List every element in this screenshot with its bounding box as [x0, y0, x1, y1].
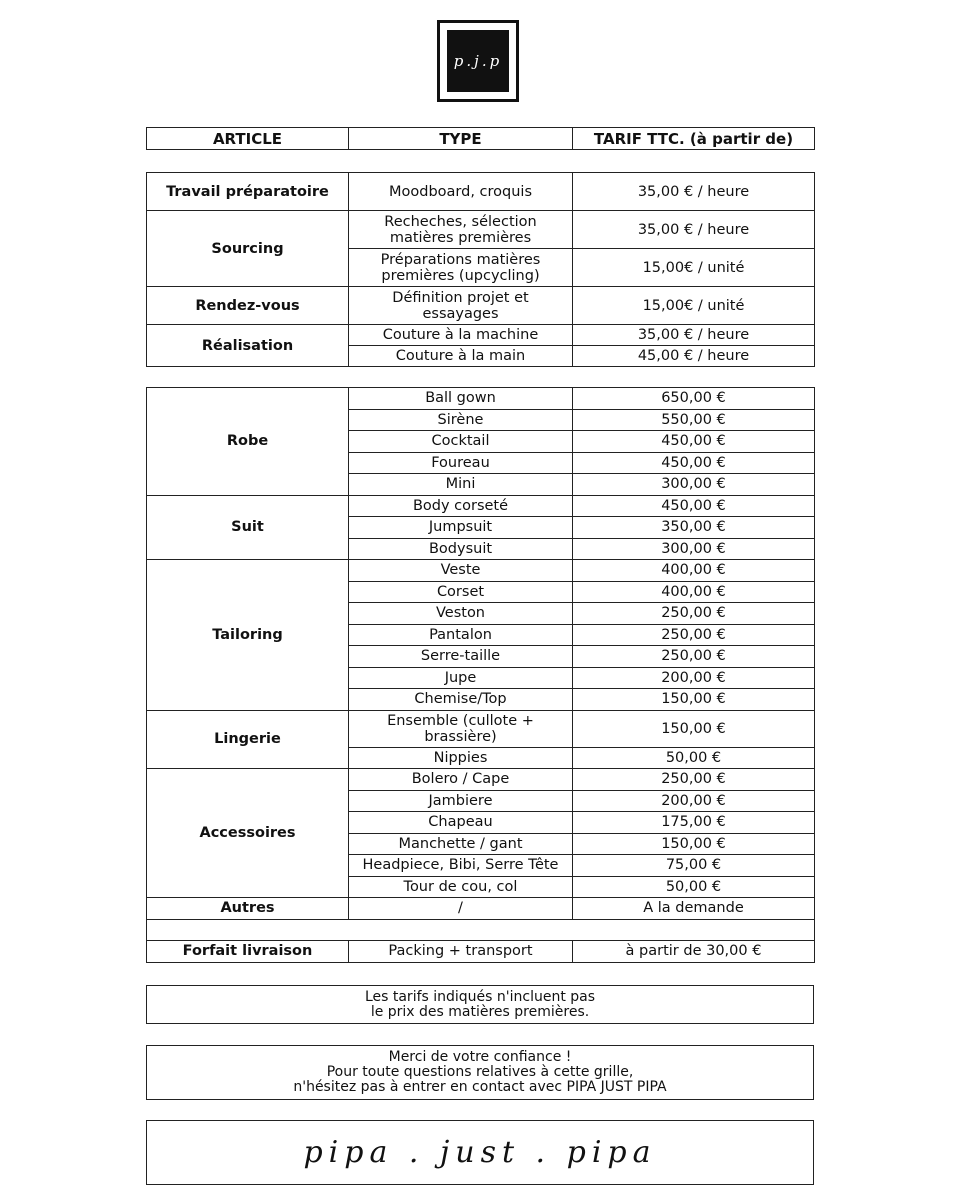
price-cell: 175,00 € — [573, 812, 815, 834]
article-robe: Robe — [147, 388, 349, 496]
price-cell: à partir de 30,00 € — [573, 941, 815, 963]
price-cell: 35,00 € / heure — [573, 325, 815, 346]
article-tailoring: Tailoring — [147, 560, 349, 711]
type-cell: Jupe — [349, 667, 573, 689]
type-cell: Serre-taille — [349, 646, 573, 668]
tarif-note-line: Les tarifs indiqués n'incluent pas — [364, 988, 596, 1005]
header-table — [146, 127, 815, 150]
price-cell: 250,00 € — [573, 769, 815, 791]
type-cell: Couture à la main — [349, 346, 573, 367]
type-cell: / — [349, 898, 573, 920]
type-cell: Tour de cou, col — [349, 876, 573, 898]
spacer-row — [147, 919, 815, 941]
price-cell: 400,00 € — [573, 581, 815, 603]
type-cell: Packing + transport — [349, 941, 573, 963]
type-cell: Sirène — [349, 409, 573, 431]
price-cell: 45,00 € / heure — [573, 346, 815, 367]
type-cell: Préparations matières premières (upcycling) — [349, 249, 573, 287]
article-suit: Suit — [147, 495, 349, 560]
merci-note — [146, 1045, 814, 1100]
price-cell: 250,00 € — [573, 624, 815, 646]
type-cell: Bodysuit — [349, 538, 573, 560]
tarif-note-line: le prix des matières premières. — [370, 1003, 590, 1020]
price-cell: 150,00 € — [573, 689, 815, 711]
price-cell: A la demande — [573, 898, 815, 920]
type-cell: Jumpsuit — [349, 517, 573, 539]
price-cell: 50,00 € — [573, 747, 815, 769]
price-cell: 450,00 € — [573, 431, 815, 453]
type-cell: Headpiece, Bibi, Serre Tête — [349, 855, 573, 877]
type-cell: Jambiere — [349, 790, 573, 812]
type-cell: Bolero / Cape — [349, 769, 573, 791]
type-cell: Définition projet et essayages — [349, 287, 573, 325]
services-table — [146, 172, 815, 367]
price-cell: 50,00 € — [573, 876, 815, 898]
price-cell: 650,00 € — [573, 388, 815, 410]
price-cell: 300,00 € — [573, 538, 815, 560]
price-cell: 200,00 € — [573, 667, 815, 689]
merci-note-line: Merci de votre confiance ! — [388, 1049, 572, 1065]
type-cell: Recheches, sélection matières premières — [349, 211, 573, 249]
logo — [437, 20, 519, 102]
price-cell: 250,00 € — [573, 646, 815, 668]
type-cell: Moodboard, croquis — [349, 173, 573, 211]
type-cell: Veston — [349, 603, 573, 625]
header-type: TYPE — [349, 128, 573, 150]
price-cell: 200,00 € — [573, 790, 815, 812]
header-article: ARTICLE — [147, 128, 349, 150]
header-tarif: TARIF TTC. (à partir de) — [573, 128, 815, 150]
price-cell: 300,00 € — [573, 474, 815, 496]
products-table — [146, 387, 815, 963]
type-cell: Chapeau — [349, 812, 573, 834]
price-cell: 450,00 € — [573, 452, 815, 474]
type-cell: Mini — [349, 474, 573, 496]
type-cell: Chemise/Top — [349, 689, 573, 711]
merci-note-line: Pour toute questions relatives à cette grille, — [326, 1064, 634, 1080]
price-cell: 350,00 € — [573, 517, 815, 539]
price-cell: 35,00 € / heure — [573, 211, 815, 249]
type-cell: Ball gown — [349, 388, 573, 410]
article-sourcing: Sourcing — [147, 211, 349, 287]
article-rendez-vous: Rendez-vous — [147, 287, 349, 325]
article-autres: Autres — [147, 898, 349, 920]
article-travail: Travail préparatoire — [147, 173, 349, 211]
price-cell: 400,00 € — [573, 560, 815, 582]
article-accessoires: Accessoires — [147, 769, 349, 898]
type-cell: Manchette / gant — [349, 833, 573, 855]
price-cell: 450,00 € — [573, 495, 815, 517]
type-cell: Pantalon — [349, 624, 573, 646]
price-cell: 75,00 € — [573, 855, 815, 877]
price-cell: 550,00 € — [573, 409, 815, 431]
price-cell: 250,00 € — [573, 603, 815, 625]
type-cell: Veste — [349, 560, 573, 582]
price-cell: 35,00 € / heure — [573, 173, 815, 211]
type-cell: Cocktail — [349, 431, 573, 453]
merci-note-line: n'hésitez pas à entrer en contact avec PIPA JUST PIPA — [293, 1079, 667, 1095]
type-cell: Ensemble (cullote + brassière) — [349, 710, 573, 747]
signature-box — [146, 1120, 814, 1185]
type-cell: Nippies — [349, 747, 573, 769]
article-livraison: Forfait livraison — [147, 941, 349, 963]
article-realisation: Réalisation — [147, 325, 349, 367]
tarif-note — [146, 985, 814, 1024]
price-cell: 150,00 € — [573, 710, 815, 747]
article-lingerie: Lingerie — [147, 710, 349, 769]
type-cell: Foureau — [349, 452, 573, 474]
type-cell: Body corseté — [349, 495, 573, 517]
price-cell: 15,00€ / unité — [573, 249, 815, 287]
type-cell: Corset — [349, 581, 573, 603]
price-cell: 15,00€ / unité — [573, 287, 815, 325]
signature: pipa . just . pipa — [303, 1135, 657, 1170]
type-cell: Couture à la machine — [349, 325, 573, 346]
logo-mark: p.j.p — [447, 30, 509, 92]
price-cell: 150,00 € — [573, 833, 815, 855]
